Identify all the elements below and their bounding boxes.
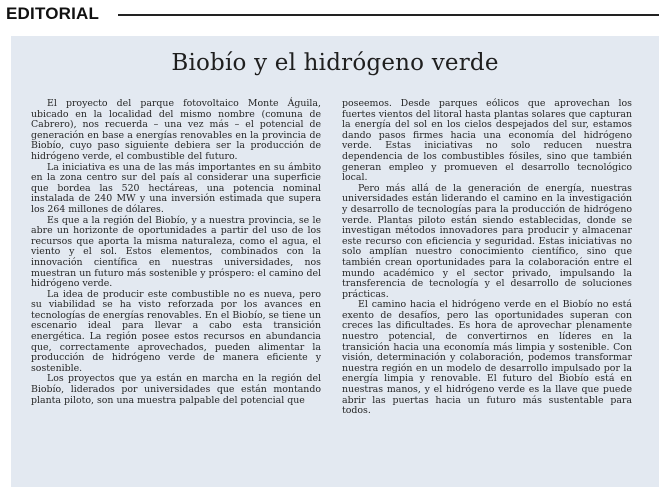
paragraph: Pero más allá de la generación de energía, nuestras universidades están liderando el camino en la investigación y desarrollo de tecnologías para la producción de hidrógeno verde. Plantas piloto están siendo establecidas, donde se investigan métodos innovadores para producir y almacenar este recurso con eficiencia y seguridad. Estas iniciativas no solo amplían nuestro conocimiento científico, sino que también crean oportunidades para la colaboración entre el mundo académico y el sector privado, impulsando la transferencia de tecnología y el desarrollo de soluciones prácticas. (342, 182, 632, 300)
paragraph: El proyecto del parque fotovoltaico Monte Águila, ubicado en la localidad del mismo nombre (comuna de Cabrero), nos recuerda – una vez más – el potencial de generación en base a energías renovables en la provincia de Biobío, cuyo paso siguiente debiera ser la producción de hidrógeno verde, el combustible del futuro. (31, 98, 321, 162)
section-label: EDITORIAL (6, 4, 107, 24)
paragraph: La idea de producir este combustible no es nueva, pero su viabilidad se ha visto reforzada por los avances en tecnologías de energías renovables. En el Biobío, se tiene un escenario ideal para llevar a cabo esta transición energética. La región posee estos recursos en abundancia que, correctamente aprovechados, pueden alimentar la producción de hidrógeno verde de manera eficiente y sostenible. (31, 288, 321, 374)
paragraph: La iniciativa es una de las más importantes en su ámbito en la zona centro sur del país al considerar una superficie que bordea las 520 hectáreas, una potencia nominal instalada de 240 MW y una inversión estimada que supera los 264 millones de dólares. (31, 161, 321, 215)
editorial-panel (11, 36, 659, 487)
paragraph: El camino hacia el hidrógeno verde en el Biobío no está exento de desafíos, pero las oportunidades superan con creces las dificultades. Es hora de aprovechar plenamente nuestro potencial, de convertirnos en líderes en la transición hacia una economía más limpia y sostenible. Con visión, determinación y colaboración, podemos transformar nuestra región en un modelo de desarrollo impulsado por la energía limpia y renovable. El futuro del Biobío está en nuestras manos, y el hidrógeno verde es la llave que puede abrir las puertas hacia un futuro más sustentable para todos. (342, 299, 632, 417)
section-divider (118, 14, 659, 16)
article-column-right (342, 99, 632, 417)
paragraph: Los proyectos que ya están en marcha en la región del Biobío, liderados por universidades que están montando planta piloto, son una muestra palpable del potencial que (31, 373, 321, 406)
section-header (6, 4, 659, 26)
paragraph-continuation: poseemos. Desde parques eólicos que aprovechan los fuertes vientos del litoral hasta plantas solares que capturan la energía del sol en los cielos despejados del sur, estamos dando pasos firmes hacia una economía del hidrógeno verde. Estas iniciativas no solo reducen nuestra dependencia de los combustibles fósiles, sino que también generan empleo y promueven el desarrollo tecnológico local. (342, 98, 632, 184)
paragraph: Es que a la región del Biobío, y a nuestra provincia, se le abre un horizonte de oportunidades a partir del uso de los recursos que aporta la misma naturaleza, como el agua, el viento y el sol. Estos elementos, combinados con la innovación científica en nuestras universidades, nos muestran un futuro más sostenible y próspero: el camino del hidrógeno verde. (31, 214, 321, 290)
article-title: Biobío y el hidrógeno verde (171, 50, 499, 76)
article-column-left (31, 99, 321, 406)
